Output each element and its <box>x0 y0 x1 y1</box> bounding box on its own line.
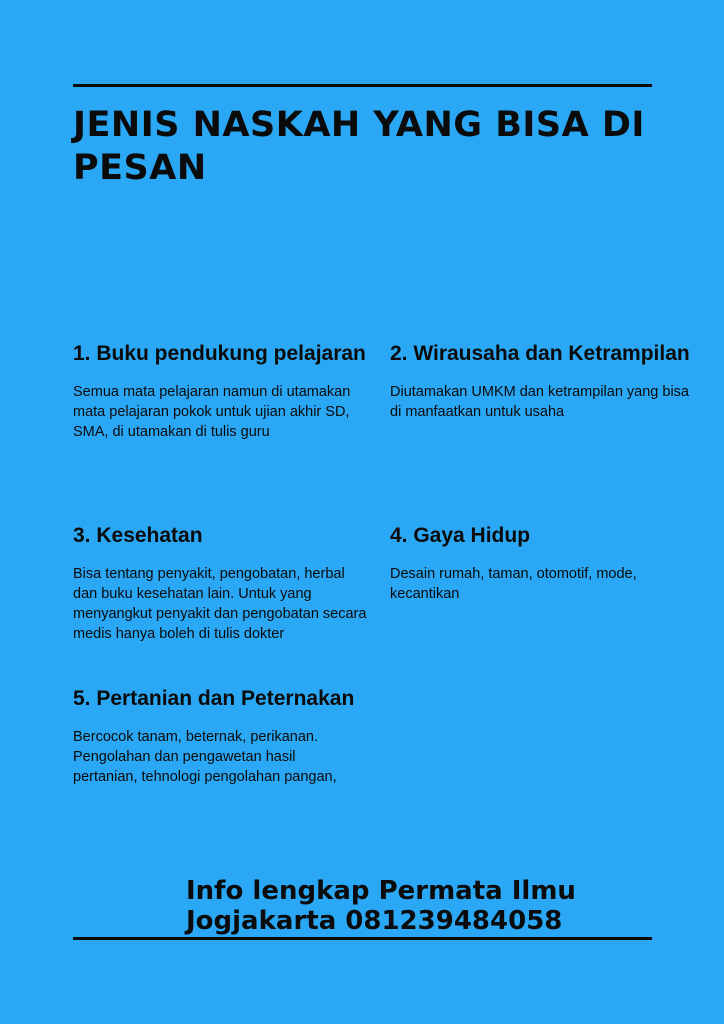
section-body: Bisa tentang penyakit, pengobatan, herbal dan buku kesehatan lain. Untuk yang menyangkut penyakit dan pengobatan secara medis hanya boleh di tulis dokter <box>73 566 367 642</box>
top-divider <box>73 84 652 87</box>
section-heading: 4. Gaya Hidup <box>390 524 531 547</box>
section-kesehatan <box>73 522 369 644</box>
section-pertanian <box>73 685 363 787</box>
contact-line-1: Info lengkap Permata Ilmu <box>186 876 576 906</box>
section-buku-pendukung <box>73 340 369 442</box>
bottom-divider <box>73 937 652 940</box>
section-gaya-hidup <box>390 522 690 604</box>
section-heading: 1. Buku pendukung pelajaran <box>73 342 366 365</box>
section-body: Diutamakan UMKM dan ketrampilan yang bisa di manfaatkan untuk usaha <box>390 384 689 420</box>
section-heading: 2. Wirausaha dan Ketrampilan <box>390 342 690 365</box>
section-body: Semua mata pelajaran namun di utamakan mata pelajaran pokok untuk ujian akhir SD, SMA, di utamakan di tulis guru <box>73 384 351 440</box>
contact-info <box>186 876 656 936</box>
section-body: Desain rumah, taman, otomotif, mode, kecantikan <box>390 566 637 602</box>
section-heading: 3. Kesehatan <box>73 524 203 547</box>
contact-line-2: Jogjakarta 081239484058 <box>186 906 563 936</box>
section-heading: 5. Pertanian dan Peternakan <box>73 687 355 710</box>
section-body: Bercocok tanam, beternak, perikanan. Pengolahan dan pengawetan hasil pertanian, tehnologi pengolahan pangan, <box>73 729 337 785</box>
section-wirausaha <box>390 340 690 422</box>
page-title: JENIS NASKAH YANG BISA DI PESAN <box>73 105 645 188</box>
